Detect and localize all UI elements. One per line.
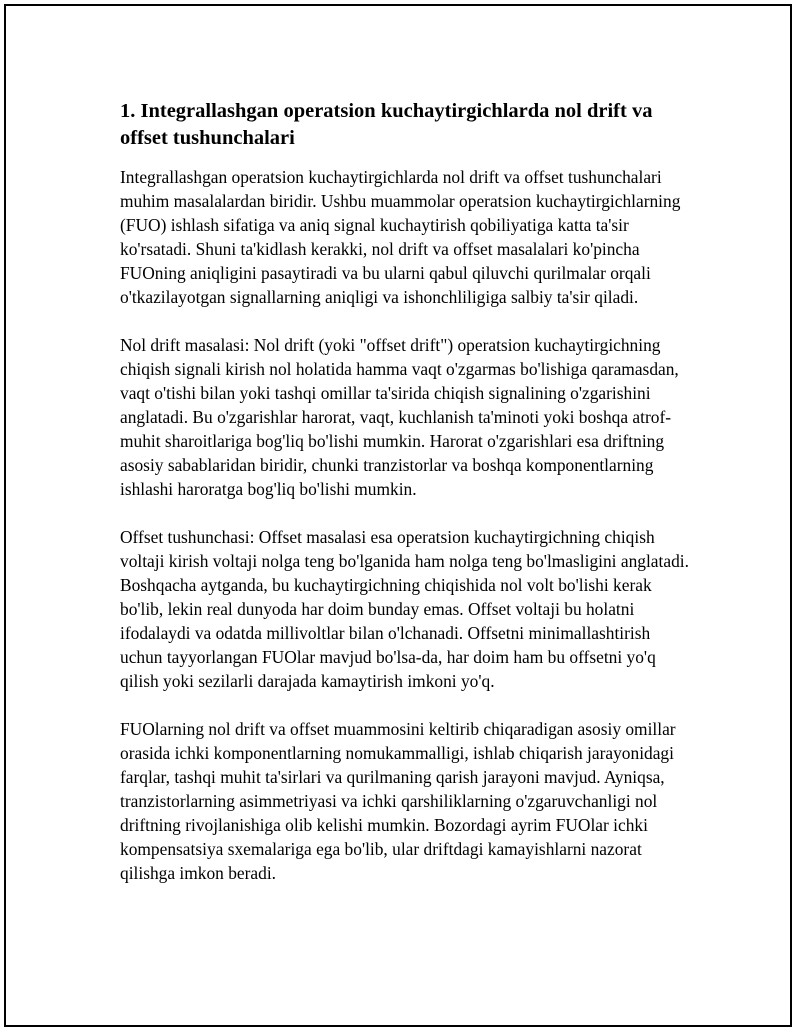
section-heading: 1. Integrallashgan operatsion kuchaytirgichlarda nol drift va offset tushunchalari: [120, 100, 653, 149]
paragraph-intro: Integrallashgan operatsion kuchaytirgichlarda nol drift va offset tushunchalari muhim masalalardan biridir. Ushbu muammolar operatsion kuchaytirgichlarning (FUO) ishlash sifatiga va aniq signal kuchaytirish qobiliyatiga katta ta'sir ko'rsatadi. Shuni ta'kidlash kerakki, nol drift va offset masalalari ko'pincha FUOning aniqligini pasaytiradi va bu ularni qabul qiluvchi qurilmalar orqali o'tkazilayotgan signallarning aniqligi va ishonchliligiga salbiy ta'sir qiladi.: [120, 167, 681, 307]
document-page: [4, 4, 792, 1027]
paragraph-causes: FUOlarning nol drift va offset muammosini keltirib chiqaradigan asosiy omillar orasida ichki komponentlarning nomukammalligi, ishlab chiqarish jarayonidagi farqlar, tashqi muhit ta'sirlari va qurilmaning qarish jarayoni mavjud. Ayniqsa, tranzistorlarning asimmetriyasi va ichki qarshiliklarning o'zgaruvchanligi nol driftning rivojlanishiga olib kelishi mumkin. Bozordagi ayrim FUOlar ichki kompensatsiya sxemalariga ega bo'lib, ular driftdagi kamayishlarni nazorat qilishga imkon beradi.: [120, 719, 676, 883]
document-body: [120, 98, 690, 909]
paragraph-offset: Offset tushunchasi: Offset masalasi esa operatsion kuchaytirgichning chiqish voltaji kirish voltaji nolga teng bo'lganida ham nolga teng bo'lmasligini anglatadi. Boshqacha aytganda, bu kuchaytirgichning chiqishida nol volt bo'lishi kerak bo'lib, lekin real dunyoda har doim bunday emas. Offset voltaji bu holatni ifodalaydi va odatda millivoltlar bilan o'lchanadi. Offsetni minimallashtirish uchun tayyorlangan FUOlar mavjud bo'lsa-da, har doim ham bu offsetni yo'q qilish yoki sezilarli darajada kamaytirish imkoni yo'q.: [120, 527, 689, 691]
paragraph-zero-drift: Nol drift masalasi: Nol drift (yoki "offset drift") operatsion kuchaytirgichning chiqish signali kirish nol holatida hamma vaqt o'zgarmas bo'lishiga qaramasdan, vaqt o'tishi bilan yoki tashqi omillar ta'sirida chiqish signalining o'zgarishini anglatadi. Bu o'zgarishlar harorat, vaqt, kuchlanish ta'minoti yoki boshqa atrof-muhit sharoitlariga bog'liq bo'lishi mumkin. Harorat o'zgarishlari esa driftning asosiy sabablaridan biridir, chunki tranzistorlar va boshqa komponentlarning ishlashi haroratga bog'liq bo'lishi mumkin.: [120, 335, 679, 499]
